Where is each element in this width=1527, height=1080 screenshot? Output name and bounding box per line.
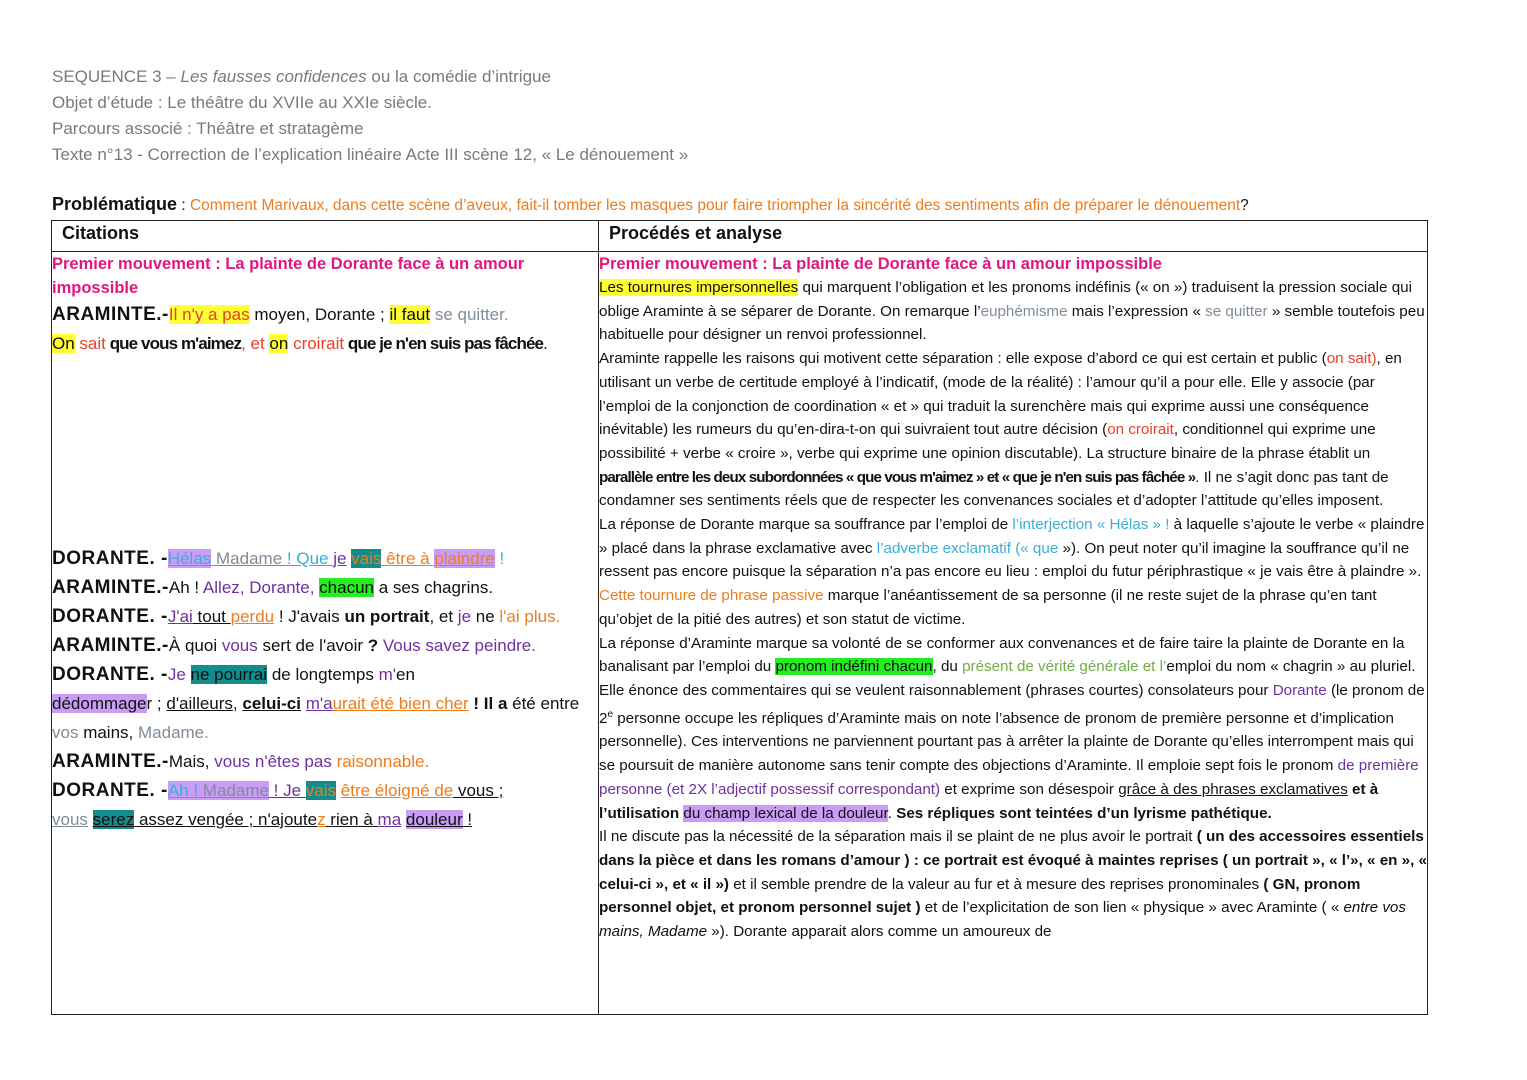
- objet-line: Objet d’étude : Le théâtre du XVIIe au XXIe siècle.: [52, 93, 432, 112]
- movement-title: Premier mouvement : La plainte de Dorante face à un amour impossible: [52, 255, 525, 297]
- replique-dorante-2: DORANTE. -J'ai tout perdu ! J'avais un portrait, et je ne l'ai plus.: [52, 606, 561, 627]
- parcours-line: Parcours associé : Théâtre et stratagème: [52, 119, 364, 138]
- movement-title-analysis: Premier mouvement : La plainte de Dorante face à un amour impossible: [599, 255, 1162, 273]
- document-header: [52, 64, 688, 168]
- problematique: Problématique : Comment Marivaux, dans cette scène d’aveux, fait-il tomber les masques pour faire triompher la sincérité des sentiments afin de préparer le dénouement?: [52, 194, 1249, 214]
- citations-cell: [52, 252, 599, 1015]
- replique-araminte-1: ARAMINTE.-Il n'y a pas moyen, Dorante ; il faut se quitter. On sait que vous m'aimez, et on croirait que je n'en suis pas fâchée.: [52, 304, 548, 353]
- analysis-paragraph-3: La réponse de Dorante marque sa souffrance par l’emploi de l’interjection « Hélas » ! à laquelle s’ajoute le verbe « plaindre » placé dans la phrase exclamative avec l’adverbe exclamatif (« que »). On peut noter qu’il imagine la souffrance qu’il ne ressent pas encore puisque la séparation n’a pas encore eu lieu : emploi du futur périphrastique « je vais être à plaindre ». Cette tournure de phrase passive marque l’anéantissement de sa personne (il ne reste sujet de la phrase qu’en tant qu’objet de la pitié des autres) et son statut de victime.: [599, 516, 1425, 628]
- analysis-paragraph-6: Il ne discute pas la nécessité de la séparation mais il se plaint de ne plus avoir le portrait ( un des accessoires essentiels dans la pièce et dans les romans d’amour ) : ce portrait est évoqué à maintes reprises ( un portrait », « l’», « en », « celui-ci », et « il ») et il semble prendre de la valeur au fur et à mesure des reprises pronominales ( GN, pronom personnel objet, et pronom personnel sujet ) et de l’explicitation de son lien « physique » avec Araminte ( « entre vos mains, Madame »). Dorante apparait alors comme un amoureux de: [599, 828, 1428, 941]
- replique-dorante-3: DORANTE. -Je ne pourrai de longtemps m'en dédommager ; d'ailleurs, celui-ci m'aurait été bien cher ! Il a été entre vos mains, Madame.: [52, 664, 580, 742]
- analysis-paragraph-1: Les tournures impersonnelles qui marquent l’obligation et les pronoms indéfinis (« on ») traduisent la pression sociale qui oblige Araminte à se séparer de Dorante. On remarque l’euphémisme mais l’expression « se quitter » semble toutefois peu habituelle pour désigner un renvoi professionnel.: [599, 279, 1425, 344]
- replique-araminte-3: ARAMINTE.-À quoi vous sert de l'avoir ? Vous savez peindre.: [52, 635, 536, 656]
- analysis-table: [51, 220, 1428, 1015]
- replique-araminte-2: ARAMINTE.-Ah ! Allez, Dorante, chacun a ses chagrins.: [52, 577, 494, 598]
- problematique-question: Comment Marivaux, dans cette scène d’aveux, fait-il tomber les masques pour faire triompher la sincérité des sentiments afin de préparer le dénouement: [189, 197, 1241, 214]
- texte-line: Texte n°13 - Correction de l’explication linéaire Acte III scène 12, « Le dénouement »: [52, 145, 689, 164]
- replique-dorante-1: DORANTE. -Hélas Madame ! Que je vais être à plaindre !: [52, 548, 505, 569]
- analysis-paragraph-4: La réponse d’Araminte marque sa volonté de se conformer aux convenances et de faire taire la plainte de Dorante en la banalisant par l’emploi du pronom indéfini chacun, du présent de vérité générale et l’emploi du nom « chagrin » au pluriel.: [599, 634, 1416, 676]
- column-header-analyse: Procédés et analyse: [599, 221, 1428, 252]
- sequence-line: SEQUENCE 3 – Les fausses confidences ou la comédie d’intrigue: [52, 67, 551, 86]
- column-header-citations: Citations: [52, 221, 599, 252]
- replique-dorante-4: DORANTE. -Ah ! Madame ! Je vais être éloigné de vous ; vous serez assez vengée ; n'ajoutez rien à ma douleur !: [52, 780, 504, 829]
- analysis-paragraph-2: Araminte rappelle les raisons qui motivent cette séparation : elle expose d’abord ce qui est certain et public (on sait), en utilisant un verbe de certitude employé à l’indicatif, (mode de la réalité) : l’amour qu’il a pour elle. Elle y associe (par l’emploi de la conjonction de coordination « et » qui traduit la surenchère mais qui exprime aussi une conséquence inévitable) les rumeurs du qu’en-dira-t-on qui suivraient tout autre décision (on croirait, conditionnel qui exprime une possibilité + verbe « croire », verbe qui exprime une opinion discutable). La structure binaire de la phrase établit un parallèle entre les deux subordonnées « que vous m'aimez » et « que je n'en suis pas fâchée ». Il ne s’agit donc pas tant de condamner ses sentiments réels que de respecter les convenances sociales et d’adopter l’attitude qu’elles imposent.: [599, 350, 1402, 510]
- replique-araminte-4: ARAMINTE.-Mais, vous n'êtes pas raisonnable.: [52, 751, 430, 772]
- analysis-paragraph-5: Elle énonce des commentaires qui se veulent raisonnablement (phrases courtes) consolateurs pour Dorante (le pronom de 2e personne occupe les répliques d’Araminte mais on note l’absence de pronom de première personne et d’implication personnelle). Ces interventions ne parviennent pourtant pas à arrêter la plainte de Dorante qu’elles interrompent mais qui se poursuit de manière autonome sans tenir compte des objections d’Araminte. Il emploie sept fois le pronom de première personne (et 2X l’adjectif possessif correspondant) et exprime son désespoir grâce à des phrases exclamatives et à l’utilisation du champ lexical de la douleur. Ses répliques sont teintées d’un lyrisme pathétique.: [599, 681, 1425, 822]
- analysis-cell: [599, 252, 1428, 1015]
